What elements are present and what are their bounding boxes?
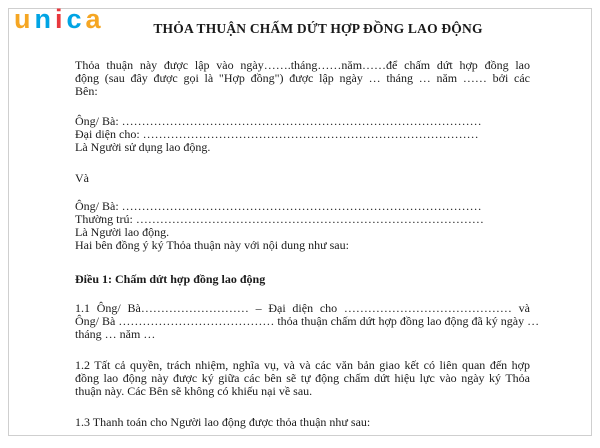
clause-1-2-line: thuận này. Các Bên sẽ không có khiếu nại về sau. (75, 384, 313, 398)
logo-letter: i (55, 4, 67, 34)
logo-letter: a (85, 4, 105, 34)
logo-letter: n (34, 4, 55, 34)
logo-letter: c (66, 4, 86, 34)
employee-role: Là Người lao động. (75, 225, 170, 239)
clause-1-1-line: 1.1 Ông/ Bà……………………… – Đại diện cho …………………………………… và (75, 301, 530, 315)
intro-line: động (sau đây được gọi là "Hợp đồng") được lập ngày … tháng … năm …… bởi các (75, 71, 530, 85)
intro-line: Thỏa thuận này được lập vào ngày…….tháng……năm……để chấm dứt hợp đồng lao (75, 58, 530, 72)
clause-1-3-line: 1.3 Thanh toán cho Người lao động được thỏa thuận như sau: (75, 415, 371, 429)
employer-role: Là Người sử dụng lao động. (75, 140, 211, 154)
document-title: THỎA THUẬN CHẤM DỨT HỢP ĐỒNG LAO ĐỘNG (153, 21, 483, 36)
clause-1-2-line: 1.2 Tất cả quyền, trách nhiệm, nghĩa vụ, và và các văn bản giao kết có liên quan đến hợp (75, 358, 530, 372)
agreement-line: Hai bên đồng ý ký Thỏa thuận này với nội dung như sau: (75, 238, 349, 252)
and-word: Và (75, 171, 89, 185)
clause-1-1-line: tháng … năm … (75, 327, 156, 341)
clause-1-1-line: Ông/ Bà ………………………………… thỏa thuận chấm dứt hợp đồng lao động đã ký ngày … (75, 314, 540, 328)
article-1-heading: Điều 1: Chấm dứt hợp đồng lao động (75, 272, 266, 286)
employee-name-line: Ông/ Bà: ……………………………………………………………………………… (75, 199, 482, 213)
employer-name-line: Ông/ Bà: ……………………………………………………………………………… (75, 114, 482, 128)
clause-1-2-line: đồng lao động này được ký giữa các bên sẽ tự động chấm dứt hiệu lực vào ngày ký Thỏa (75, 371, 530, 385)
employee-residence-line: Thường trú: …………………………………………………………………………… (75, 212, 484, 226)
intro-line: Bên: (75, 84, 98, 98)
logo-letter: u (14, 4, 35, 34)
employer-representative-line: Đại diện cho: ………………………………………………………………………… (75, 127, 479, 141)
